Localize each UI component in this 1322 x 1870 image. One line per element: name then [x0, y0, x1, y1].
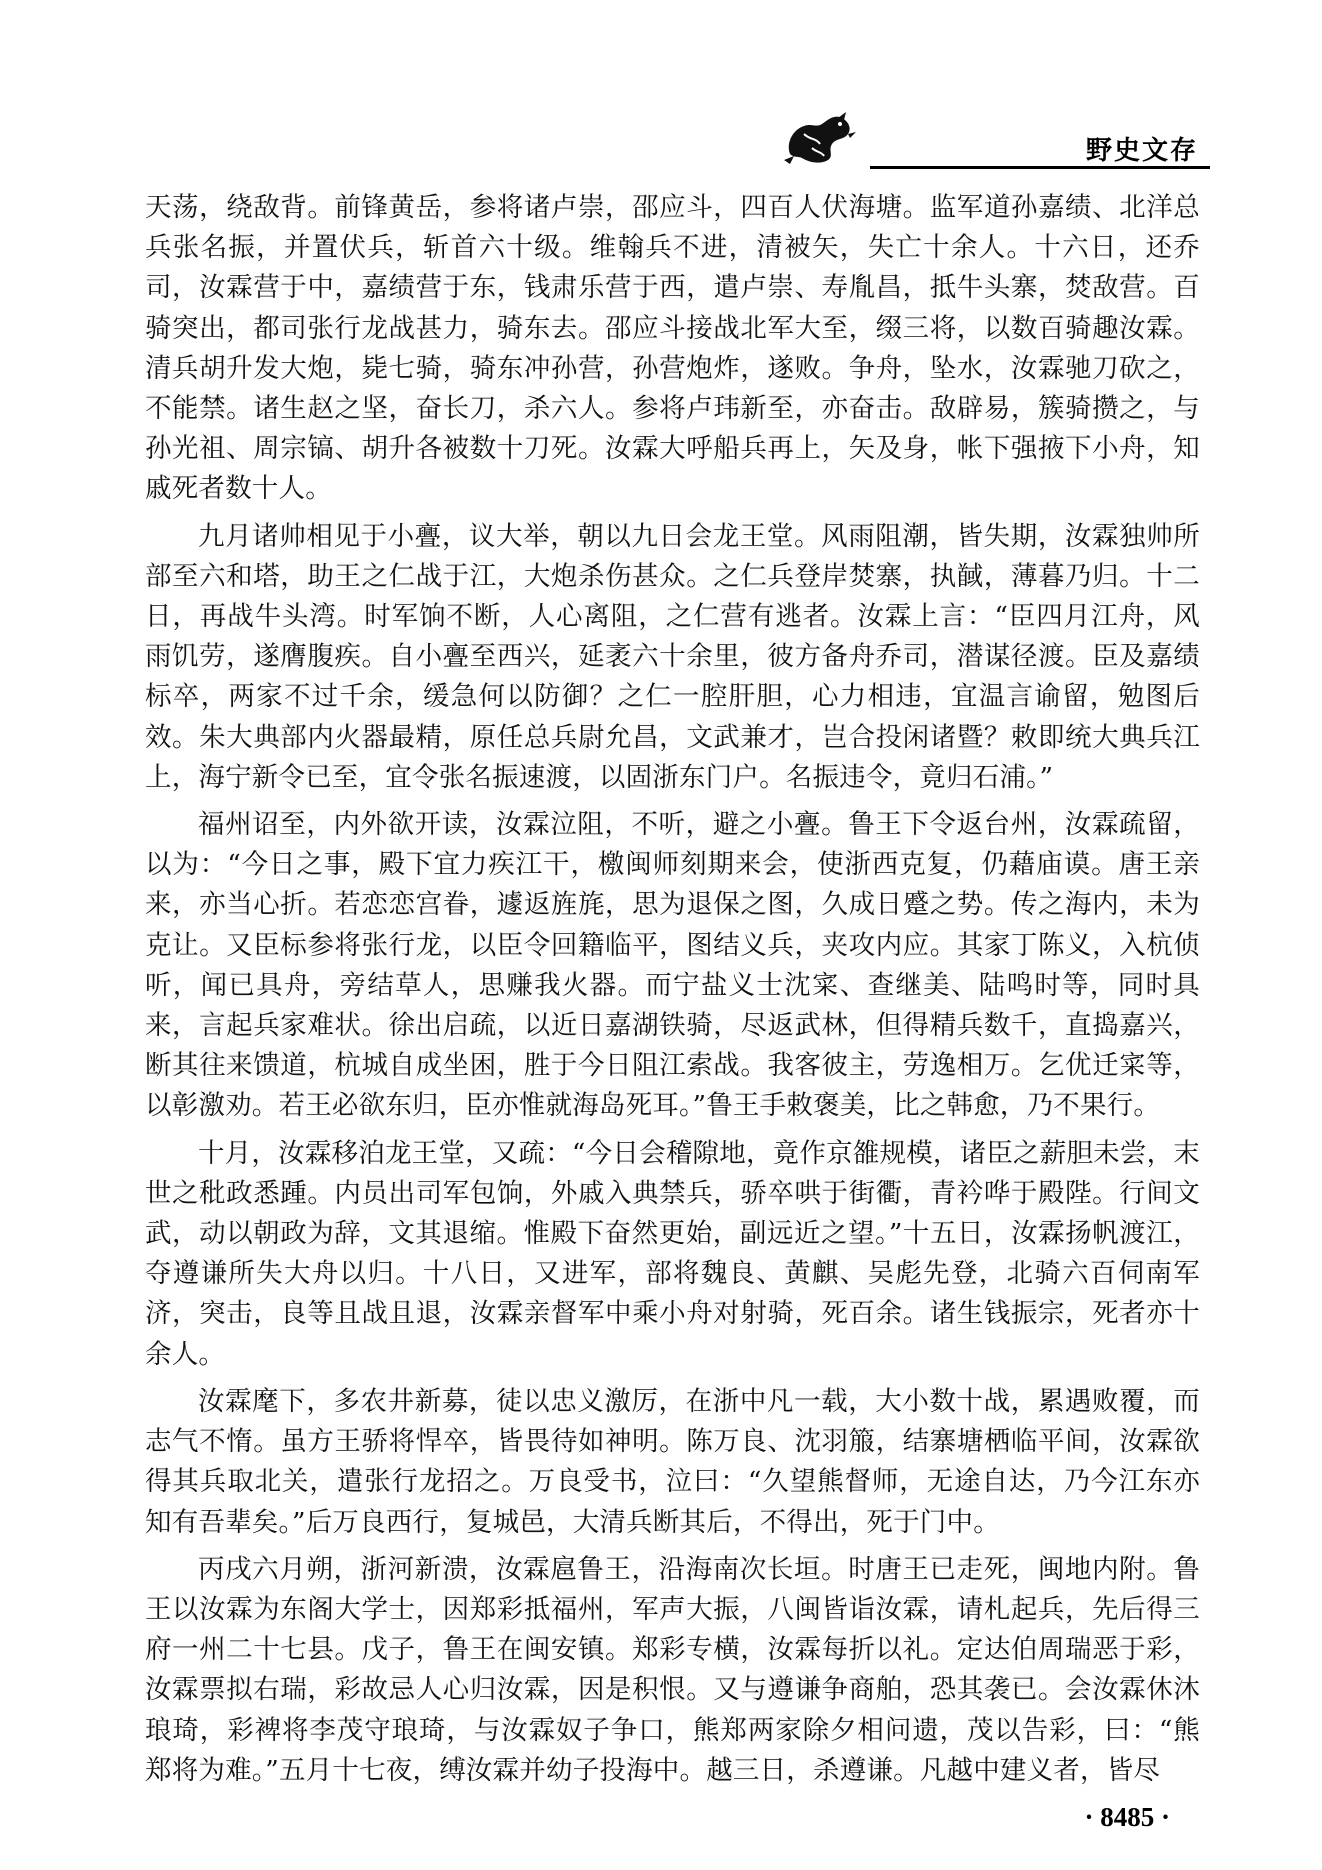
paragraph: 丙戌六月朔，浙河新溃，汝霖扈鲁王，沿海南次长垣。时唐王已走死，闽地内附。鲁王以汝霖为东阁大学士，因郑彩抵福州，军声大振，八闽皆诣汝霖，请札起兵，先后得三府一州二十七县。戊子，鲁王在闽安镇。郑彩专横，汝霖每折以礼。定达伯周瑞恶于彩，汝霖票拟右瑞，彩故忌人心归汝霖，因是积恨。又与遵谦争商舶，恐其袭已。会汝霖休沐琅琦，彩裨将李茂守琅琦，与汝霖奴子争口，熊郑两家除夕相问遗，茂以告彩，曰：“熊郑将为难。”五月十七夜，缚汝霖并幼子投海中。越三日，杀遵谦。凡越中建义者，皆尽 [145, 1553, 1200, 1786]
paragraph: 汝霖麾下，多农井新募，徒以忠义激厉，在浙中凡一载，大小数十战，累遇败覆，而志气不惰。虽方王骄将悍卒，皆畏待如神明。陈万良、沈羽箙，结寨塘栖临平间，汝霖欲得其兵取北关，遣张行龙招之。万良受书，泣曰：“久望熊督师，无途自达，乃今江东亦知有吾辈矣。”后万良西行，复城邑，大清兵断其后，不得出，死于门中。 [145, 1385, 1200, 1538]
header-title: 野史文存 [1085, 136, 1198, 166]
paragraph: 福州诏至，内外欲开读，汝霖泣阻，不听，避之小亹。鲁王下令返台州，汝霖疏留，以为：“今日之事，殿下宜力疾江干，檄闽师刻期来会，使浙西克复，仍藉庙谟。唐王亲来，亦当心折。若恋恋宫眷，遽返旌旄，思为退保之图，久成日蹙之势。传之海内，未为克让。又臣标参将张行龙，以臣令回籍临平，图结义兵，夹攻内应。其家丁陈义，入杭侦听，闻已具舟，旁结草人，思赚我火器。而宁盐义士沈寀、查继美、陆鸣时等，同时具来，言起兵家难状。徐出启疏，以近日嘉湖铁骑，尽返武林，但得精兵数千，直捣嘉兴，断其往来馈道，杭城自成坐困，胜于今日阻江索战。我客彼主，劳逸相万。乞优迁寀等，以彰激劝。若王必欲东归，臣亦惟就海岛死耳。”鲁王手敕褒美，比之韩愈，乃不果行。 [145, 809, 1200, 1122]
main-text [145, 188, 1200, 1798]
dragon-emblem-icon [782, 110, 858, 166]
header-rule [870, 166, 1210, 169]
page-number: · 8485 · [1084, 1802, 1170, 1832]
paragraph: 十月，汝霖移泊龙王堂，又疏：“今日会稽隙地，竟作京雒规模，诸臣之薪胆未尝，末世之秕政悉踵。内员出司军包饷，外戚入典禁兵，骄卒哄于街衢，青衿哗于殿陛。行间文武，动以朝政为辞，文其退缩。惟殿下奋然更始，副远近之望。”十五日，汝霖扬帆渡江，夺遵谦所失大舟以归。十八日，又进军，部将魏良、黄麒、吴彪先登，北骑六百伺南军济，突击，良等且战且退，汝霖亲督军中乘小舟对射骑，死百余。诸生钱振宗，死者亦十余人。 [145, 1137, 1200, 1370]
paragraph: 天荡，绕敌背。前锋黄岳，参将诸卢崇，邵应斗，四百人伏海塘。监军道孙嘉绩、北洋总兵张名振，并置伏兵，斩首六十级。维翰兵不进，清被矢，失亡十余人。十六日，还乔司，汝霖营于中，嘉绩营于东，钱肃乐营于西，遣卢崇、寿胤昌，抵牛头寨，焚敌营。百骑突出，都司张行龙战甚力，骑东去。邵应斗接战北军大至，缀三将，以数百骑趣汝霖。清兵胡升发大炮，毙七骑，骑东冲孙营，孙营炮炸，遂败。争舟，坠水，汝霖驰刀砍之，不能禁。诸生赵之坚，奋长刀，杀六人。参将卢玮新至，亦奋击。敌辟易，簇骑攒之，与孙光祖、周宗镐、胡升各被数十刀死。汝霖大呼船兵再上，矢及身，帐下强掖下小舟，知戚死者数十人。 [145, 192, 1200, 505]
paragraph: 九月诸帅相见于小亹，议大举，朝以九日会龙王堂。风雨阻潮，皆失期，汝霖独帅所部至六和塔，助王之仁战于江，大炮杀伤甚众。之仁兵登岸焚寨，执馘，薄暮乃归。十二日，再战牛头湾。时军饷不断，人心离阻，之仁营有逃者。汝霖上言：“臣四月江舟，风雨饥劳，遂膺腹疾。自小亹至西兴，延袤六十余里，彼方备舟乔司，潜谋径渡。臣及嘉绩标卒，两家不过千余，缓急何以防御？之仁一腔肝胆，心力相违，宜温言谕留，勉图后效。朱大典部内火器最精，原任总兵尉允昌，文武兼才，岂合投闲诸暨？敕即统大典兵江上，海宁新令已至，宜令张名振速渡，以固浙东门户。名振违令，竟归石浦。” [145, 520, 1200, 793]
running-header [760, 110, 1210, 170]
